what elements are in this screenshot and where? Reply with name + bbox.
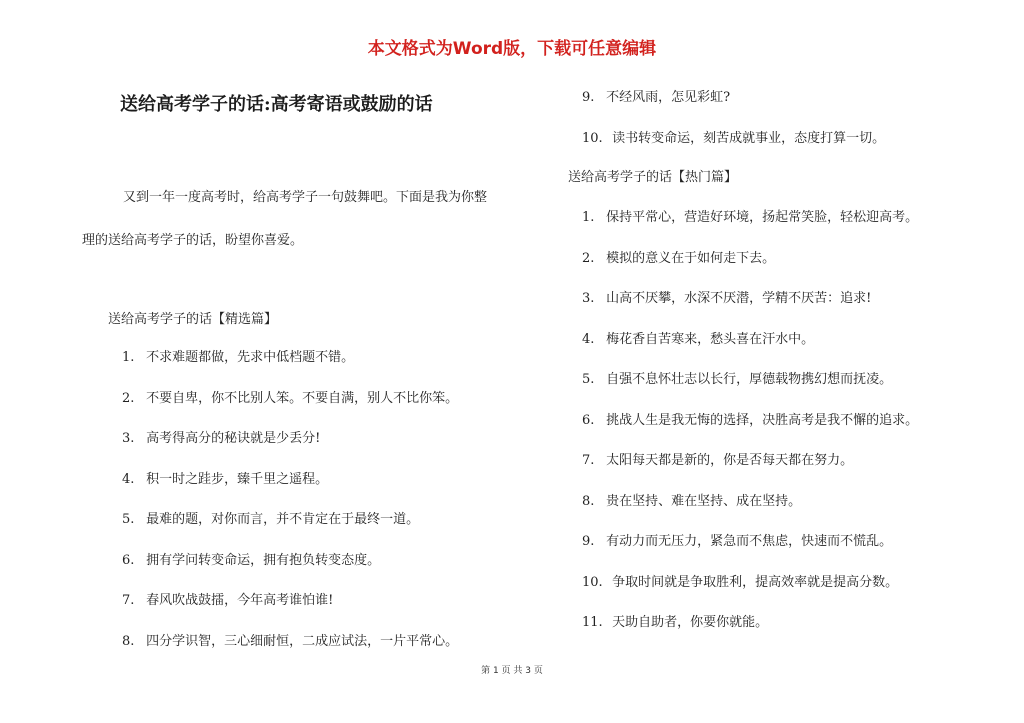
list-item: 3. 山高不厌攀，水深不厌潜，学精不厌苦：追求! [582,291,872,306]
list-item: 11. 天助自助者，你要你就能。 [582,615,769,630]
list-item: 10. 读书转变命运，刻苦成就事业，态度打算一切。 [582,130,886,146]
page-number: 第 1 页 共 3 页 [481,666,543,676]
intro-line-1: 又到一年一度高考时，给高考学子一句鼓舞吧。下面是我为你整 [123,190,488,205]
list-item: 8. 四分学识智，三心细耐恒，二成应试法，一片平常心。 [122,633,459,649]
list-item: 9. 不经风雨，怎见彩虹? [582,90,731,105]
list-item: 2. 模拟的意义在于如何走下去。 [582,250,776,266]
list-item: 4. 积一时之跬步，臻千里之遥程。 [122,471,329,487]
edit-banner: 本文格式为Word版，下载可任意编辑 [367,39,657,59]
list-item: 5. 自强不息怀壮志以长行，厚德载物携幻想而抚凌。 [582,372,893,387]
list-item: 6. 拥有学问转变命运，拥有抱负转变态度。 [122,552,381,568]
featured-list [122,346,458,670]
list-item: 3. 高考得高分的秘诀就是少丢分! [122,431,321,446]
section-heading-featured: 送给高考学子的话【精选篇】 [108,312,278,327]
list-item: 7. 春风吹战鼓擂，今年高考谁怕谁! [122,593,334,608]
featured-list-continued [582,86,885,167]
list-item: 1. 保持平常心，营造好环境，扬起常笑脸，轻松迎高考。 [582,210,919,225]
list-item: 10. 争取时间就是争取胜利，提高效率就是提高分数。 [582,574,899,590]
page-title: 送给高考学子的话:高考寄语或鼓励的话 [120,94,433,115]
intro-line-2: 理的送给高考学子的话，盼望你喜爱。 [82,233,304,248]
list-item: 9. 有动力而无压力，紧急而不焦虑，快速而不慌乱。 [582,534,893,549]
list-item: 2. 不要自卑，你不比别人笨。不要自满，别人不比你笨。 [122,390,459,406]
list-item: 6. 挑战人生是我无悔的选择，决胜高考是我不懈的追求。 [582,412,919,428]
list-item: 7. 太阳每天都是新的，你是否每天都在努力。 [582,453,854,468]
hot-list [582,206,918,652]
list-item: 5. 最难的题，对你而言，并不肯定在于最终一道。 [122,512,420,527]
list-item: 4. 梅花香自苦寒来，愁头喜在汗水中。 [582,331,815,347]
list-item: 1. 不求难题都做，先求中低档题不错。 [122,350,355,365]
section-heading-hot: 送给高考学子的话【热门篇】 [568,170,738,185]
list-item: 8. 贵在坚持、难在坚持、成在坚持。 [582,493,802,509]
